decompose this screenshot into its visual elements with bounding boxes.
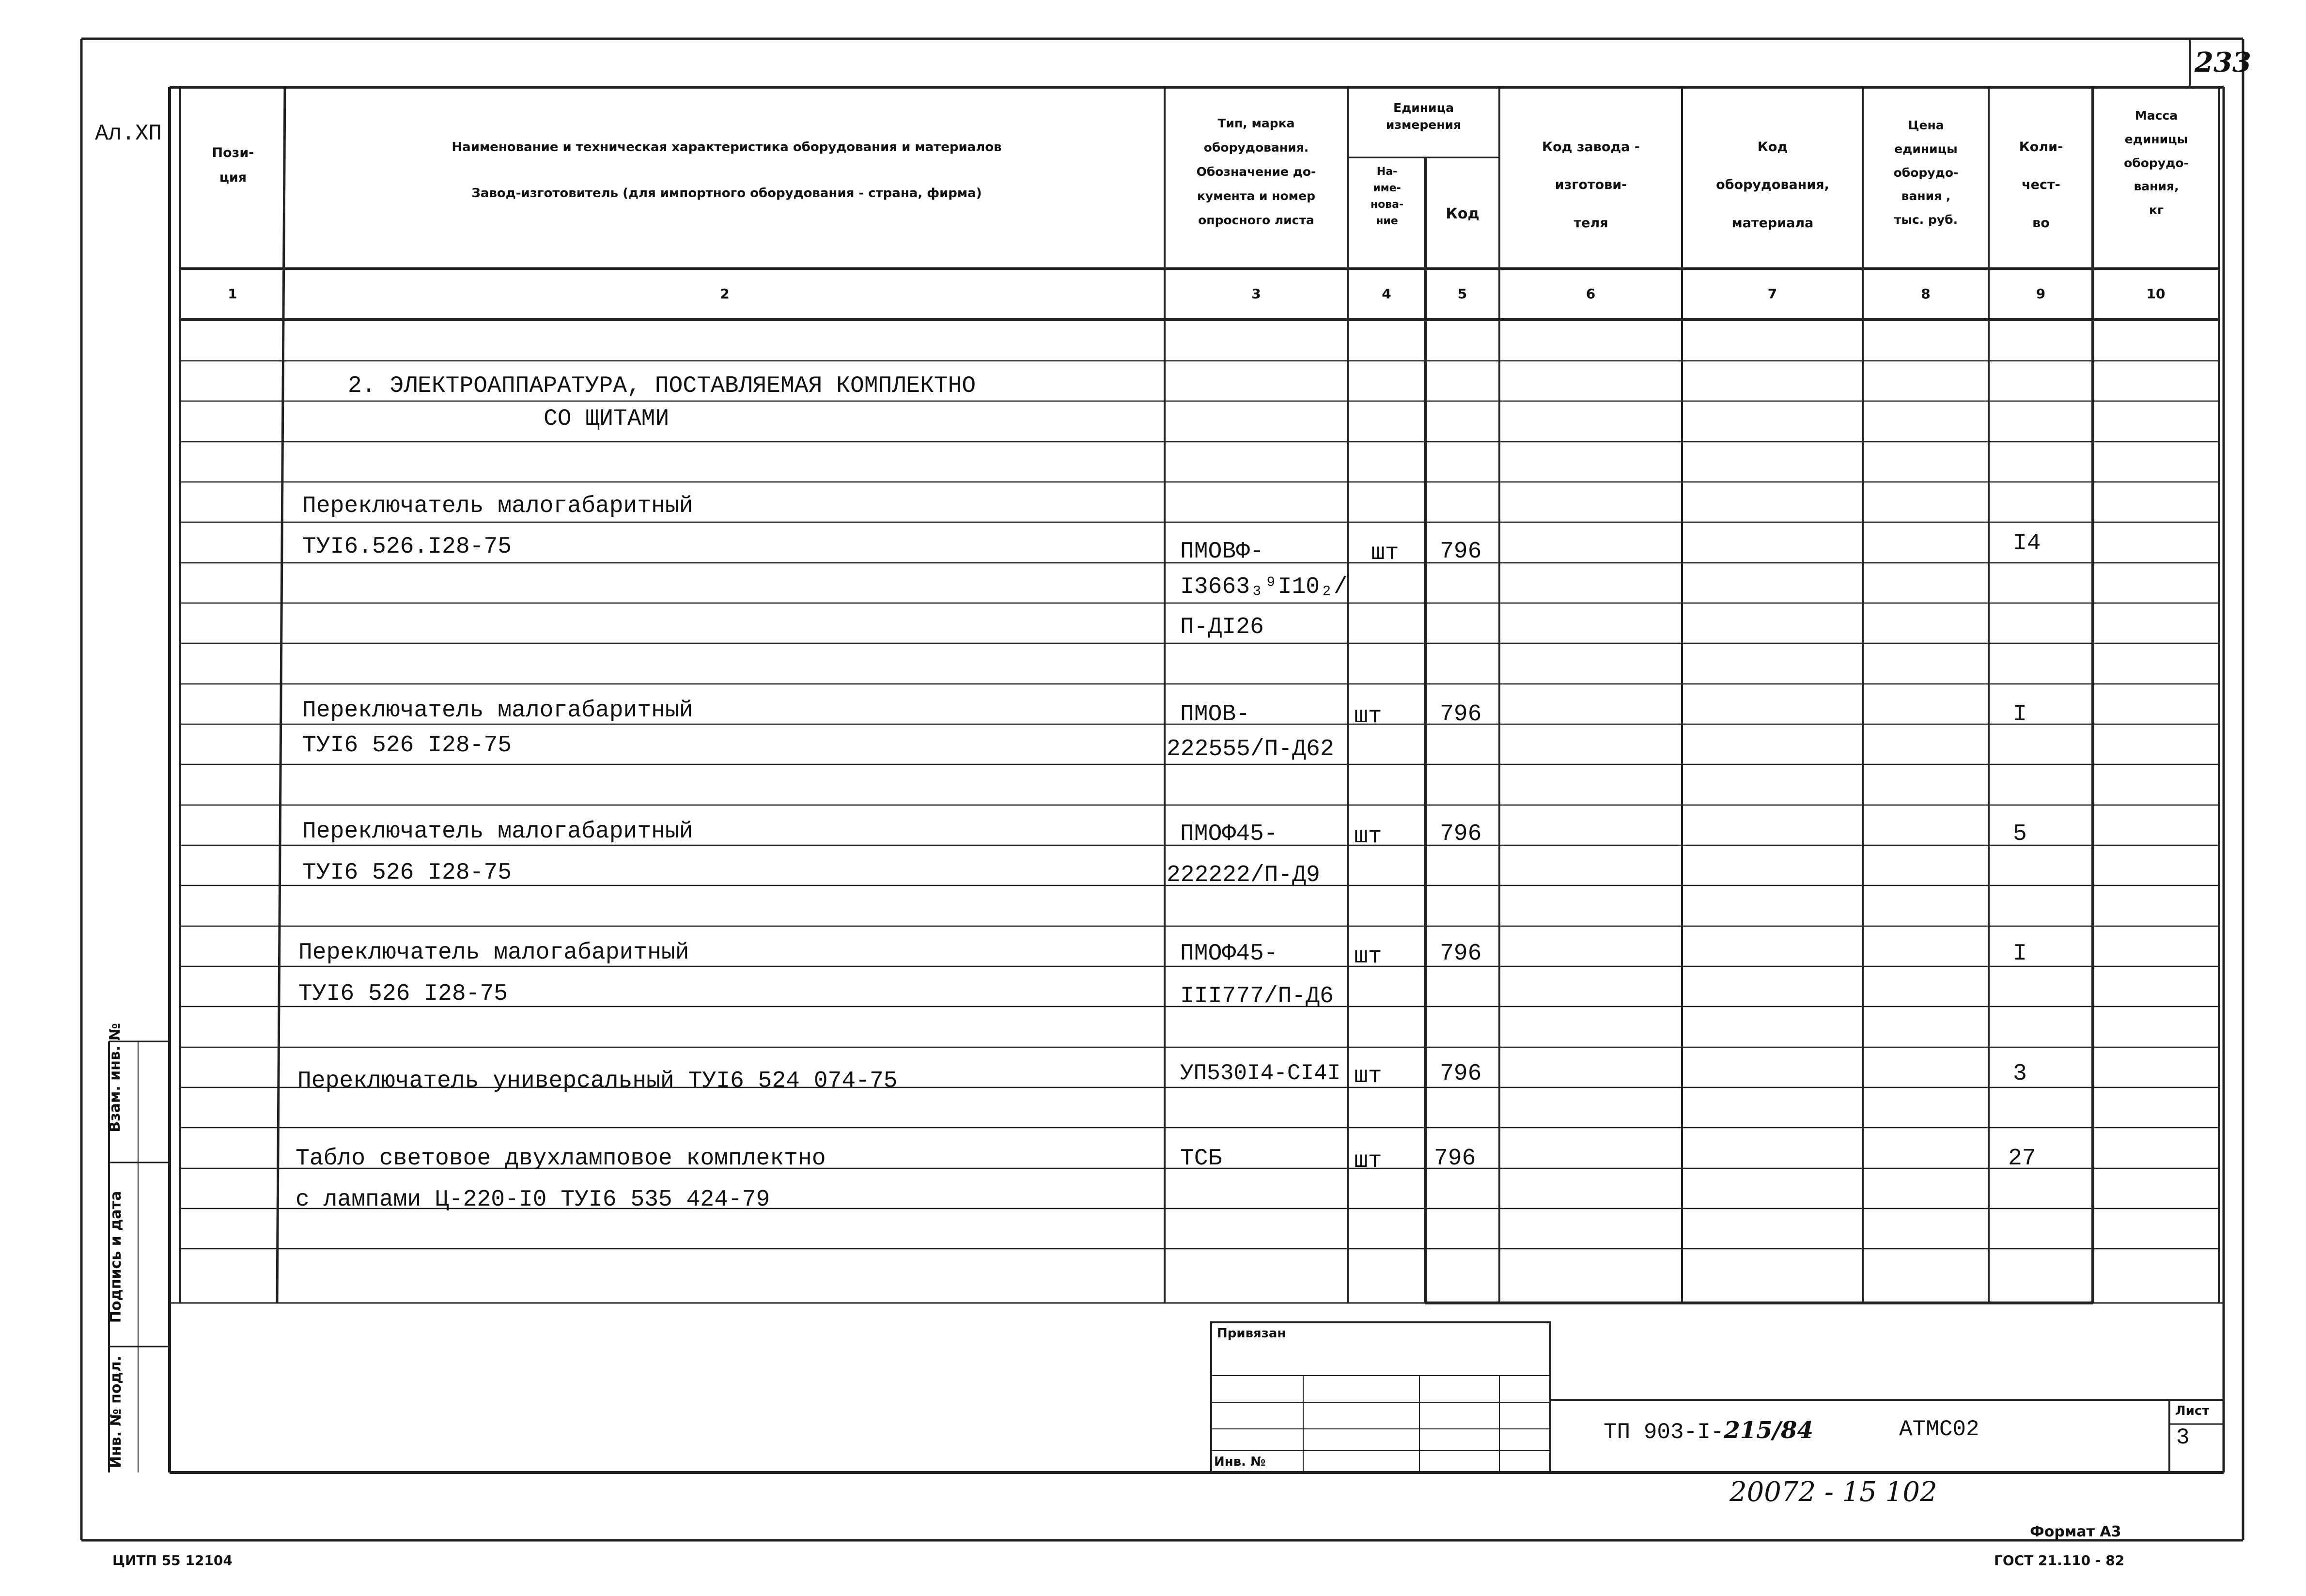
doc-code (1604, 1417, 1813, 1445)
header-position: Пози- ция (212, 145, 254, 186)
stamp-privyazan: Привязан (1217, 1326, 1286, 1341)
header-quantity: Коли- чест- во (2019, 139, 2063, 231)
item-type: III777/П-Д6 (1180, 983, 1334, 1009)
header-name-line2: Завод-изготовитель (для импортного оборудования - страна, фирма) (471, 186, 982, 201)
item-name: Переключатель малогабаритный (298, 940, 689, 966)
item-quantity: I (2013, 701, 2027, 728)
header-equipment-code: Код оборудования, материала (1716, 139, 1829, 231)
footer-right: ГОСТ 21.110 - 82 (1994, 1552, 2125, 1568)
column-number: 6 (1586, 286, 1596, 302)
item-type: I3663₃⁹I10₂/ (1180, 574, 1348, 600)
item-quantity: 27 (2008, 1146, 2036, 1172)
item-name: Переключатель малогабаритный (302, 697, 693, 724)
item-quantity: I4 (2013, 530, 2041, 557)
item-type: ПМОФ45- (1180, 821, 1278, 847)
doc-code-handwritten: 215/84 (1724, 1417, 1813, 1444)
item-code: 796 (1440, 941, 1482, 967)
header-plant-code: Код завода - изготови- теля (1542, 139, 1640, 231)
item-spec: ТУI6.526.I28-75 (302, 534, 512, 560)
sheet-label: Ал.XП (95, 121, 162, 146)
section-title-line2: СО ЩИТАМИ (544, 406, 670, 432)
header-unit-name: На- име- нова- ние (1370, 166, 1404, 228)
item-name: Переключатель малогабаритный (302, 493, 693, 519)
handwritten-number: 20072 - 15 102 (1730, 1476, 1937, 1508)
item-unit: шт (1354, 823, 1382, 850)
footer-left: ЦИТП 55 12104 (112, 1552, 233, 1568)
item-type: ТСБ (1180, 1146, 1222, 1172)
format-label: Формат А3 (2030, 1523, 2121, 1540)
item-unit: шт (1354, 944, 1382, 970)
item-type: УП530I4-CI4I (1180, 1061, 1341, 1086)
page-number: 233 (2195, 46, 2251, 78)
side-stamp-inv-podl: Инв. № подл. (108, 1355, 125, 1469)
item-spec: ТУI6 526 I28-75 (302, 732, 512, 759)
item-unit: шт (1354, 703, 1382, 729)
column-number: 1 (228, 286, 237, 302)
header-unit-code: Код (1446, 205, 1480, 222)
item-code: 796 (1434, 1146, 1476, 1172)
album-code: АТМС02 (1899, 1417, 1979, 1442)
stamp-inv-no: Инв. № (1214, 1455, 1266, 1469)
item-type: П-ДI26 (1180, 614, 1264, 640)
item-code: 796 (1440, 539, 1482, 565)
item-code: 796 (1440, 821, 1482, 847)
item-quantity: I (2013, 941, 2027, 967)
sheet-number: 3 (2176, 1425, 2190, 1450)
item-spec: с лампами Ц-220-I0 ТУI6 535 424-79 (296, 1187, 770, 1213)
section-title-line1: 2. ЭЛЕКТРОАППАРАТУРА, ПОСТАВЛЯЕМАЯ КОМПЛЕКТНО (348, 373, 976, 399)
item-type: 222222/П-Д9 (1167, 862, 1320, 888)
item-spec: ТУI6 526 I28-75 (302, 860, 512, 886)
item-name: Переключатель малогабаритный (302, 819, 693, 845)
column-number: 2 (720, 286, 730, 302)
header-type: Тип, марка оборудования. Обозначение до- кумента и номер опросного листа (1196, 116, 1316, 227)
header-name-line1: Наименование и техническая характеристика оборудования и материалов (452, 140, 1002, 155)
side-stamp-vzam: Взам. инв. № (107, 1023, 124, 1132)
item-unit: шт (1354, 1148, 1382, 1174)
column-number: 3 (1251, 286, 1261, 302)
item-name: Табло световое двухламповое комплектно (296, 1146, 826, 1172)
item-code: 796 (1440, 701, 1482, 728)
item-type: ПМОФ45- (1180, 941, 1278, 967)
item-type: ПМОВФ- (1180, 539, 1264, 565)
header-price: Цена единицы оборудо- вания , тыс. руб. (1893, 118, 1959, 227)
doc-code-printed: ТП 903-I- (1604, 1420, 1724, 1445)
sheet-label-title: Лист (2175, 1404, 2210, 1418)
header-unit: Единица измерения (1386, 101, 1462, 132)
item-name: Переключатель универсальный ТУI6 524 074-75 (297, 1068, 898, 1094)
item-type: ПМОВ- (1180, 701, 1250, 728)
item-spec: ТУI6 526 I28-75 (298, 981, 508, 1007)
column-number: 9 (2036, 286, 2046, 302)
item-code: 796 (1440, 1061, 1482, 1087)
item-quantity: 3 (2013, 1061, 2027, 1087)
item-quantity: 5 (2013, 821, 2027, 847)
column-number: 8 (1921, 286, 1931, 302)
item-unit: шт (1371, 540, 1399, 566)
column-number: 7 (1767, 286, 1777, 302)
item-type: 222555/П-Д62 (1167, 736, 1334, 762)
header-mass: Масса единицы оборудо- вания, кг (2124, 108, 2189, 217)
column-number: 4 (1382, 286, 1391, 302)
side-stamp-podpis: Подпись и дата (108, 1191, 125, 1323)
column-number: 5 (1457, 286, 1467, 302)
item-unit: шт (1354, 1063, 1382, 1089)
column-number: 10 (2146, 286, 2166, 302)
